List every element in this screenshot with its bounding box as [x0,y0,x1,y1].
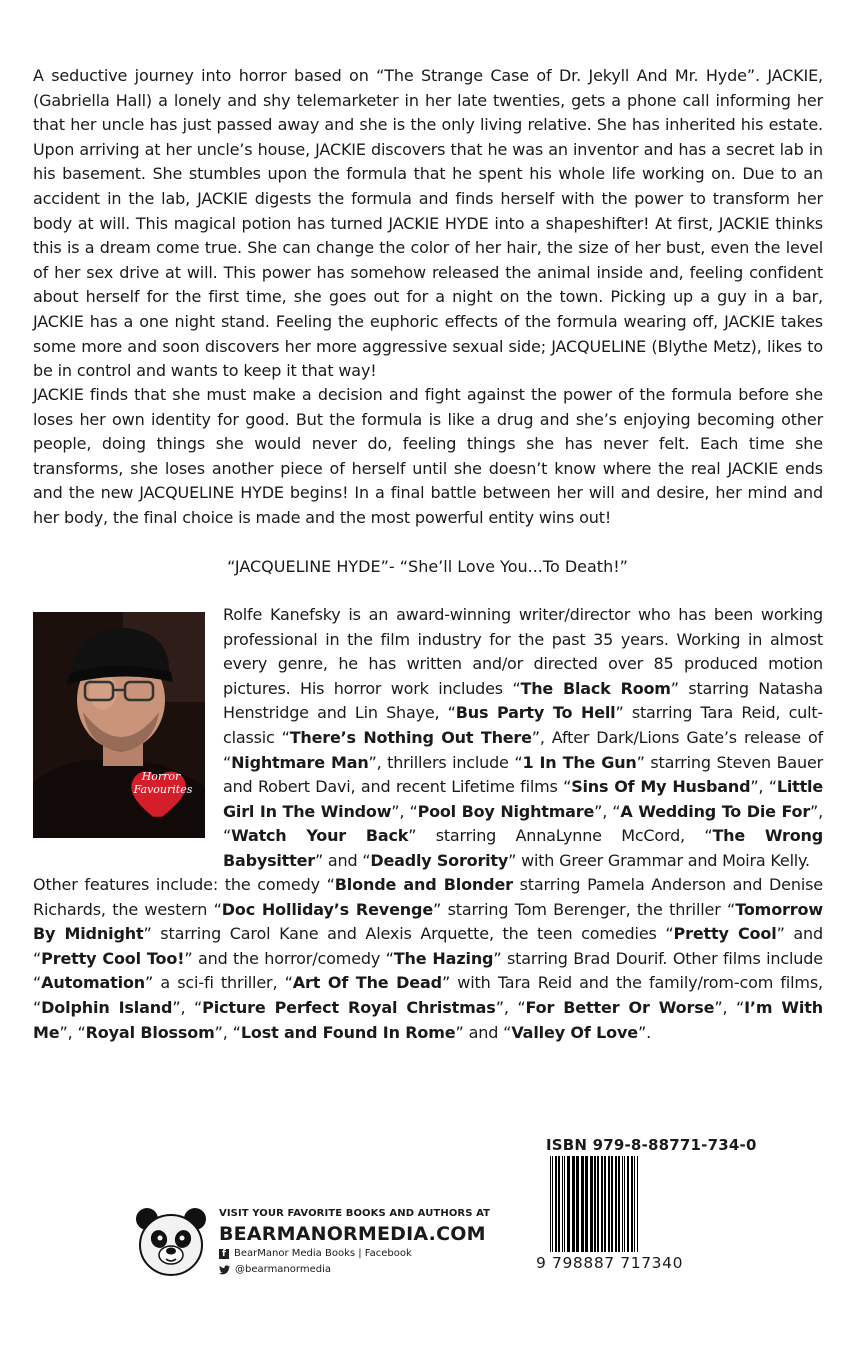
barcode-digits: 9 798887 717340 [536,1254,684,1272]
film-title: Watch Your Back [231,826,409,846]
film-title: Little Girl In The Window [223,777,823,821]
film-title: Dolphin Island [41,997,173,1017]
barcode-bar [594,1156,596,1252]
author-portrait-illustration [33,612,205,838]
facebook-link[interactable]: f BearManor Media Books | Facebook [219,1246,490,1262]
film-title: There’s Nothing Out There [289,727,532,747]
barcode-bar [581,1156,584,1252]
barcode-bar [567,1156,570,1252]
barcode-bar [622,1156,623,1252]
barcode-bar [615,1156,617,1252]
film-title: Sins Of My Husband [571,777,751,797]
badge-text-line1: Horror [141,770,181,783]
barcode-bar [576,1156,579,1252]
twitter-link[interactable]: @bearmanormedia [219,1262,490,1278]
author-bio: Rolfe Kanefsky is an award-winning writer/director who has been working professional in the film industry for the past 35 years. Working in almost every genre, he has written and/or directed over 85 produced motion pictures. His horror work includes “The Black Room” starring Natasha Henstridge and Lin Shaye, “Bus Party To Hell” starring Tara Reid, cult-classic “There’s Nothing Out There”, After Dark/Lions Gate’s release of “Nightmare Man”, thrillers include “1 In The Gun” starring Steven Bauer and Robert Davi, and recent Lifetime films “Sins Of My Husband”, “Little Girl In The Window”, “Pool Boy Nightmare”, “A Wedding To Die For”, “Watch Your Back” starring AnnaLynne McCord, “The Wrong Babysitter” and “Deadly Sorority” with Greer Grammar and Moira Kelly. [223,605,824,870]
barcode-bar [555,1156,557,1252]
barcode-bar [597,1156,599,1252]
barcode-bar [611,1156,613,1252]
barcode-bar [608,1156,610,1252]
isbn-label: ISBN 979-8-88771-734-0 [546,1136,757,1154]
film-title: Pretty Cool [673,924,777,944]
badge-text-line2: Favourites [133,783,193,796]
film-title: For Better Or Worse [525,997,715,1017]
film-title: Blonde and Blonder [334,875,513,894]
film-title: The Wrong Babysitter [223,826,823,870]
film-title: Picture Perfect Royal Christmas [202,997,496,1017]
publisher-info [219,1208,490,1278]
film-title: Valley Of Love [511,1022,638,1042]
author-photo [33,612,205,838]
film-title: Bus Party To Hell [455,703,616,723]
film-title: Tomorrow By Midnight [33,899,823,944]
facebook-icon: f [219,1249,229,1259]
film-title: 1 In The Gun [522,752,637,772]
film-title: Pretty Cool Too! [41,948,185,968]
barcode-bar [637,1156,638,1252]
other-features-paragraph: Other features include: the comedy “Blonde and Blonder starring Pamela Anderson and Denise Richards, the western “Doc Holliday’s Revenge” starring Tom Berenger, the thriller “Tomorrow By Midnight” starring Carol Kane and Alexis Arquette, the teen comedies “Pretty Cool” and “Pretty Cool Too!” and the horror/comedy “The Hazing” starring Brad Dourif. Other films include “Automation” a sci-fi thriller, “Art Of The Dead” with Tara Reid and the family/rom-com films, “Dolphin Island”, “Picture Perfect Royal Christmas”, “For Better Or Worse”, “I’m With Me”, “Royal Blossom”, “Lost and Found In Rome” and “Valley Of Love”. [33,875,824,1042]
barcode-bar [585,1156,588,1252]
tagline: “JACQUELINE HYDE”- “She’ll Love You...To Death!” [227,557,628,576]
barcode-bar [550,1156,551,1252]
film-title: The Hazing [393,948,494,968]
film-title: Deadly Sorority [370,850,509,870]
barcode-bar [564,1156,565,1252]
film-title: Automation [41,973,146,993]
film-title: Royal Blossom [85,1022,215,1042]
synopsis-paragraph-2: JACKIE finds that she must make a decision and fight against the power of the formula before she loses her own identity for good. But the formula is like a drug and she’s enjoying becoming other people, doing things she would never do, feeling things she has never felt. Each time she transforms, she loses another piece of herself until she doesn’t know where the real JACKIE ends and the new JACQUELINE HYDE begins! In a final battle between her will and desire, her mind and her body, the final choice is made and the most powerful entity wins out! [33,385,823,527]
film-title: A Wedding To Die For [620,801,811,821]
barcode-bars [548,1156,700,1254]
barcode-bar [562,1156,563,1252]
barcode-bar [618,1156,620,1252]
twitter-icon [219,1265,230,1275]
barcode-bar [604,1156,606,1252]
barcode-bar [631,1156,633,1252]
film-title: Lost and Found In Rome [240,1022,456,1042]
film-title: I’m With Me [33,997,824,1042]
barcode-bar [552,1156,553,1252]
visit-text: VISIT YOUR FAVORITE BOOKS AND AUTHORS AT [219,1208,491,1219]
barcode-bar [590,1156,593,1252]
barcode-bar [572,1156,575,1252]
film-title: Pool Boy Nightmare [417,801,595,821]
film-title: Doc Holliday’s Revenge [221,899,434,919]
website-link[interactable]: BEARMANORMEDIA.COM [219,1223,486,1245]
bear-mascot-logo [133,1203,209,1279]
barcode-bar [634,1156,635,1252]
synopsis-paragraph-1: A seductive journey into horror based on “The Strange Case of Dr. Jekyll And Mr. Hyde”. JACKIE, (Gabriella Hall) a lonely and shy telemarketer in her late twenties, gets a phone call informing her that her uncle has just passed away and she is the only living relative. She has inherited his estate. Upon arriving at her uncle’s house, JACKIE discovers that he was an inventor and has a secret lab in his basement. She stumbles upon the formula that he spent his whole life working on. Due to an accident in the lab, JACKIE digests the formula and finds herself with the power to transform her body at will. This magical potion has turned JACKIE HYDE into a shapeshifter! At first, JACKIE thinks this is a dream come true. She can change the color of her hair, the size of her bust, even the level of her sex drive at will. This power has somehow released the animal inside and, feeling confident about herself for the first time, she goes out for a night on the town. Picking up a guy in a bar, JACKIE has a one night stand. Feeling the euphoric effects of the formula wearing off, JACKIE takes some more and soon discovers her more aggressive sexual side; JACQUELINE (Blythe Metz), likes to be in control and wants to keep it that way! [33,66,823,381]
film-title: Art Of The Dead [292,973,442,993]
bear-icon [133,1203,209,1279]
barcode-bar [624,1156,625,1252]
film-title: The Black Room [520,678,671,698]
barcode-bar [601,1156,603,1252]
barcode-bar [627,1156,629,1252]
film-title: Nightmare Man [231,752,369,772]
barcode-bar [558,1156,560,1252]
barcode [536,1154,710,1280]
